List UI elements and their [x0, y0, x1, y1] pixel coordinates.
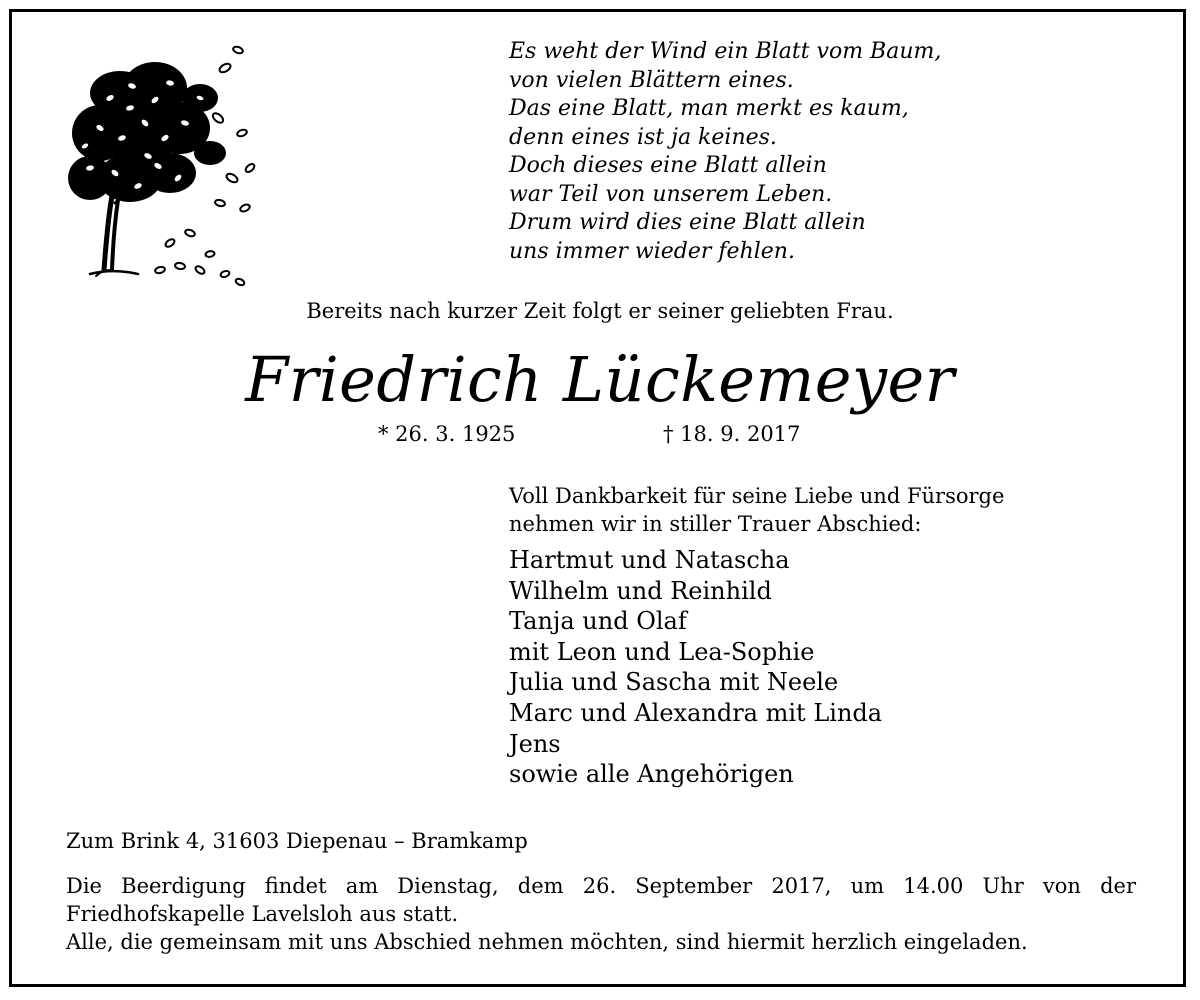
mourner-entry: Wilhelm und Reinhild [509, 576, 772, 605]
thanks-text [509, 482, 1004, 538]
poem-line: Doch dieses eine Blatt allein [509, 153, 827, 178]
death-date: † 18. 9. 2017 [663, 422, 801, 446]
poem [509, 38, 1129, 266]
funeral-line: Die Beerdigung findet am Dienstag, dem 26. September 2017, um 14.00 Uhr von der [66, 874, 1136, 898]
mourner-entry: Hartmut und Natascha [509, 546, 790, 574]
deceased-name: Friedrich Lückemeyer [245, 343, 955, 416]
poem-line: von vielen Blättern eines. [509, 67, 794, 93]
mourner-entry: mit Leon und Lea-Sophie [509, 637, 815, 666]
funeral-line: Alle, die gemeinsam mit uns Abschied nehmen möchten, sind hiermit herzlich eingeladen. [66, 930, 1028, 954]
funeral-notice [66, 872, 1136, 956]
birth-date: * 26. 3. 1925 [378, 422, 516, 446]
poem-line: Es weht der Wind ein Blatt vom Baum, [509, 39, 942, 64]
mourner-entry: Tanja und Olaf [509, 607, 687, 636]
family-address: Zum Brink 4, 31603 Diepenau – Bramkamp [66, 829, 528, 853]
funeral-line: Friedhofskapelle Lavelsloh aus statt. [66, 902, 459, 926]
mourner-entry: Julia und Sascha mit Neele [509, 668, 839, 697]
thanks-line: nehmen wir in stiller Trauer Abschied: [509, 512, 922, 536]
mourner-entry: Marc und Alexandra mit Linda [509, 698, 883, 727]
poem-line: Das eine Blatt, man merkt es kaum, [509, 96, 909, 121]
windblown-tree-icon [60, 38, 260, 298]
poem-line: uns immer wieder fehlen. [509, 238, 795, 264]
poem-line: war Teil von unserem Leben. [509, 181, 833, 207]
poem-line: Drum wird dies eine Blatt allein [509, 210, 866, 235]
poem-line: denn eines ist ja keines. [509, 124, 777, 150]
mourner-entry: Jens [509, 729, 561, 758]
mourners-list [509, 545, 882, 790]
thanks-line: Voll Dankbarkeit für seine Liebe und Fürsorge [509, 484, 1005, 508]
intro-line: Bereits nach kurzer Zeit folgt er seiner geliebten Frau. [306, 299, 894, 323]
mourner-entry: sowie alle Angehörigen [509, 760, 794, 789]
